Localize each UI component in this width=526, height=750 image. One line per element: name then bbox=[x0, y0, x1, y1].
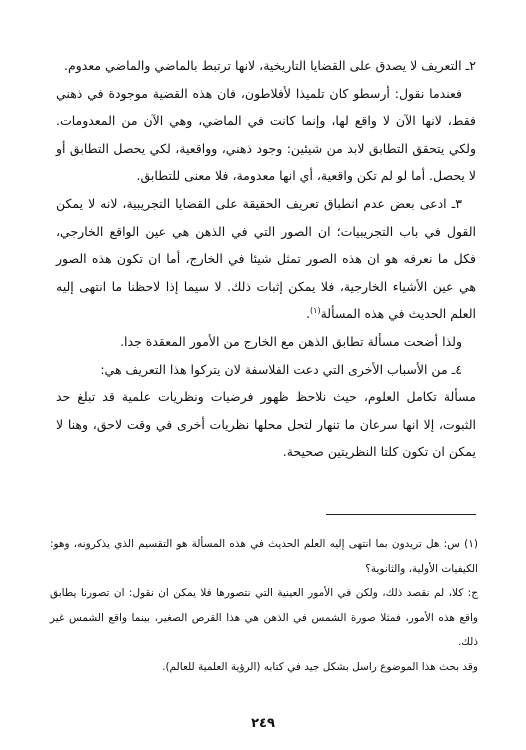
footnote-reference: وقد بحث هذا الموضوع راسل بشكل جيد في كتابه (الرؤية العلمية للعالم). bbox=[162, 660, 478, 673]
paragraph: ٤ـ من الأسباب الأخرى التي دعت الفلاسفة لان يتركوا هذا التعريف هي: bbox=[100, 361, 462, 377]
paragraph-text: ٣ـ ادعى بعض عدم انطباق تعريف الحقيقة على القضايا التجريبية، لانه لا يمكن القول في باب التجريبيات؛ ان الصور التي في الذهن هي عين الواقع الخارجي، فكل ما نعرفه هو ان هذه الصور تمثل شيئا في الخارج، أما ان تكون هذه الصور هي عين الأشياء الخارجية، فلا يمكن إثبات ذلك. لا سيما إذا لاحظنا ما انتهى إليه العلم الحديث في هذه المسألة bbox=[56, 195, 476, 322]
footnote-marker: (١) bbox=[310, 306, 321, 316]
main-text bbox=[56, 52, 476, 466]
paragraph: فعندما نقول: أرسطو كان تلميذا لأفلاطون، فان هذه القضية موجودة في ذهني فقط، لانها الآن لا واقع لها، وإنما كانت في الماضي، وهي الآن من المعدومات. ولكي يتحقق التطابق لابد من شيئين: وجود ذهني، وواقعية، لكي يحصل التطابق أو لا يحصل. أما لو لم تكن واقعية، أي انها معدومة، فلا معنى للتطابق. bbox=[56, 85, 476, 184]
paragraph bbox=[56, 190, 476, 328]
paragraph: ولذا أضحت مسألة تطابق الذهن مع الخارج من الأمور المعقدة جدا. bbox=[120, 333, 462, 349]
footnote-answer: ج: كلا، لم نقصد ذلك، ولكن في الأمور العينية التي نتصورها فلا يمكن ان نقول: ان تصورنا يطابق واقع هذه الأمور، فمثلا صورة الشمس في الذهن هي هذا القرص الصغير، بينما واقع الشمس غير ذلك. bbox=[50, 587, 478, 648]
footnotes bbox=[50, 532, 478, 679]
paragraph: ٢ـ التعريف لا يصدق على القضايا التاريخية، لانها ترتبط بالماضي والماضي معدوم. bbox=[64, 58, 476, 73]
paragraph-end: . bbox=[306, 306, 311, 322]
footnote-separator bbox=[326, 514, 476, 515]
paragraph: مسألة تكامل العلوم، حيث نلاحظ ظهور فرضيات ونظريات علمية قد تبلغ حد الثبوت، إلا انها سرعان ما تنهار لتحل محلها نظريات أخرى في وقت لاحق، وهنا لا يمكن ان تكون كلتا النظريتين صحيحة. bbox=[56, 389, 476, 460]
page-number: ٢٤٩ bbox=[251, 716, 275, 731]
footnote-question: (١) س: هل تريدون بما انتهى إليه العلم الحديث في هذه المسألة هو التقسيم الذي يذكرونه، وهو: الكيفيات الأولية، والثانوية؟ bbox=[50, 538, 478, 575]
